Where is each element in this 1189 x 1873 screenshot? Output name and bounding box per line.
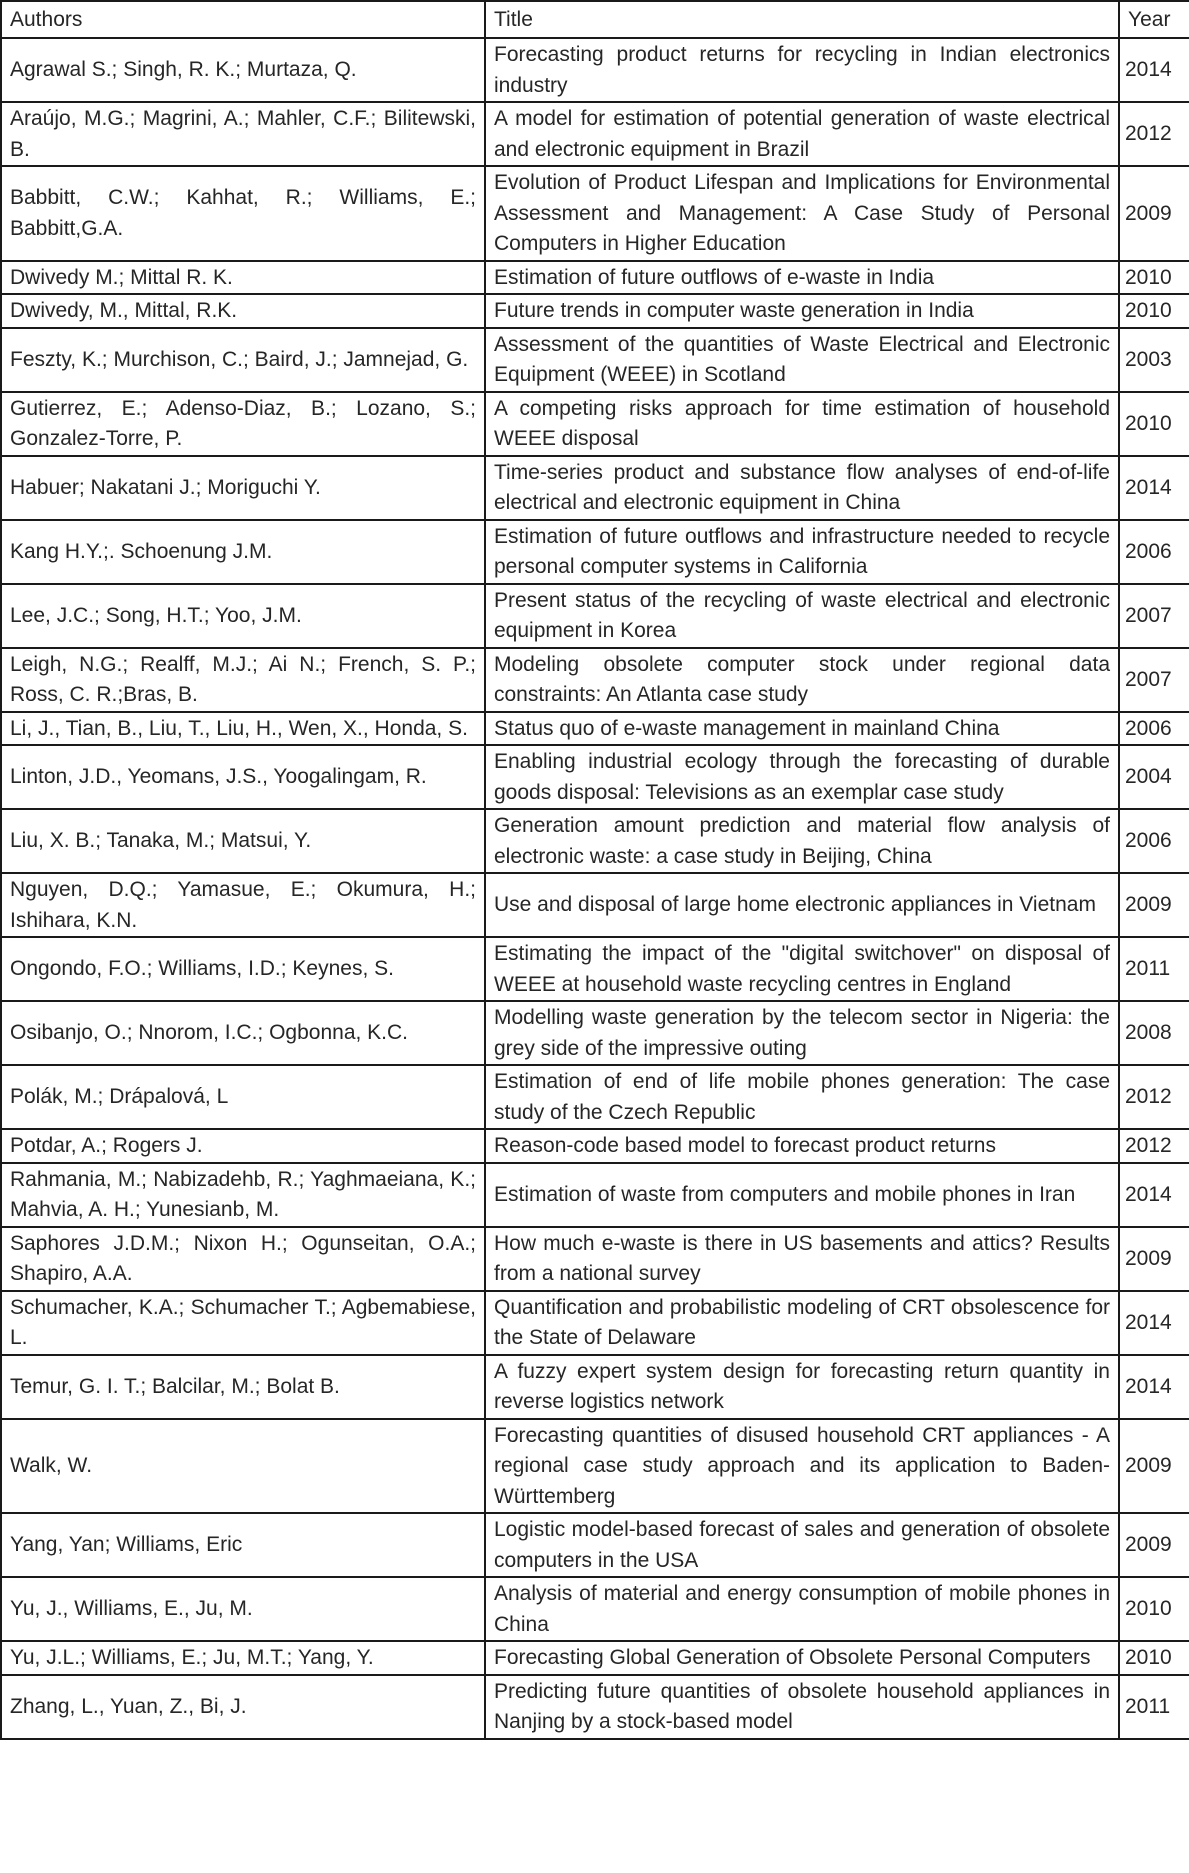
cell-title: A competing risks approach for time estimation of household WEEE disposal xyxy=(485,392,1119,456)
cell-year: 2010 xyxy=(1119,1577,1189,1641)
table-row xyxy=(1,809,1189,873)
table-row xyxy=(1,745,1189,809)
cell-title: Logistic model-based forecast of sales and generation of obsolete computers in the USA xyxy=(485,1513,1119,1577)
cell-year: 2010 xyxy=(1119,261,1189,295)
cell-title: Status quo of e-waste management in mainland China xyxy=(485,712,1119,746)
cell-title: A model for estimation of potential generation of waste electrical and electronic equipment in Brazil xyxy=(485,102,1119,166)
cell-title: How much e-waste is there in US basements and attics? Results from a national survey xyxy=(485,1227,1119,1291)
table-body xyxy=(1,38,1189,1739)
cell-authors: Dwivedy M.; Mittal R. K. xyxy=(1,261,485,295)
table-row xyxy=(1,38,1189,102)
cell-authors: Yu, J.L.; Williams, E.; Ju, M.T.; Yang, Y. xyxy=(1,1641,485,1675)
cell-year: 2011 xyxy=(1119,1675,1189,1739)
cell-authors: Yu, J., Williams, E., Ju, M. xyxy=(1,1577,485,1641)
cell-year: 2014 xyxy=(1119,1163,1189,1227)
table-row xyxy=(1,520,1189,584)
table-row xyxy=(1,456,1189,520)
cell-title: Forecasting product returns for recycling in Indian electronics industry xyxy=(485,38,1119,102)
cell-year: 2014 xyxy=(1119,1355,1189,1419)
cell-title: Forecasting quantities of disused household CRT appliances - A regional case study approach and its application to Baden-Württemberg xyxy=(485,1419,1119,1514)
table-row xyxy=(1,1675,1189,1739)
cell-year: 2010 xyxy=(1119,294,1189,328)
cell-authors: Polák, M.; Drápalová, L xyxy=(1,1065,485,1129)
cell-authors: Babbitt, C.W.; Kahhat, R.; Williams, E.; Babbitt,G.A. xyxy=(1,166,485,261)
cell-title: Use and disposal of large home electronic appliances in Vietnam xyxy=(485,873,1119,937)
table-row xyxy=(1,294,1189,328)
cell-title: Assessment of the quantities of Waste Electrical and Electronic Equipment (WEEE) in Scotland xyxy=(485,328,1119,392)
cell-authors: Kang H.Y.;. Schoenung J.M. xyxy=(1,520,485,584)
cell-title: Modelling waste generation by the telecom sector in Nigeria: the grey side of the impressive outing xyxy=(485,1001,1119,1065)
cell-year: 2014 xyxy=(1119,456,1189,520)
cell-title: Predicting future quantities of obsolete household appliances in Nanjing by a stock-based model xyxy=(485,1675,1119,1739)
cell-title: Future trends in computer waste generation in India xyxy=(485,294,1119,328)
cell-title: Enabling industrial ecology through the forecasting of durable goods disposal: Televisions as an exemplar case study xyxy=(485,745,1119,809)
cell-authors: Temur, G. I. T.; Balcilar, M.; Bolat B. xyxy=(1,1355,485,1419)
cell-title: Estimation of future outflows and infrastructure needed to recycle personal computer systems in California xyxy=(485,520,1119,584)
cell-title: Present status of the recycling of waste electrical and electronic equipment in Korea xyxy=(485,584,1119,648)
table-row xyxy=(1,584,1189,648)
cell-year: 2012 xyxy=(1119,102,1189,166)
cell-authors: Li, J., Tian, B., Liu, T., Liu, H., Wen, X., Honda, S. xyxy=(1,712,485,746)
cell-authors: Rahmania, M.; Nabizadehb, R.; Yaghmaeiana, K.; Mahvia, A. H.; Yunesianb, M. xyxy=(1,1163,485,1227)
cell-authors: Feszty, K.; Murchison, C.; Baird, J.; Jamnejad, G. xyxy=(1,328,485,392)
cell-authors: Schumacher, K.A.; Schumacher T.; Agbemabiese, L. xyxy=(1,1291,485,1355)
cell-year: 2014 xyxy=(1119,1291,1189,1355)
header-authors: Authors xyxy=(1,1,485,38)
table-row xyxy=(1,1129,1189,1163)
table-row xyxy=(1,873,1189,937)
cell-year: 2003 xyxy=(1119,328,1189,392)
cell-year: 2010 xyxy=(1119,1641,1189,1675)
cell-title: Time-series product and substance flow analyses of end-of-life electrical and electronic equipment in China xyxy=(485,456,1119,520)
cell-title: A fuzzy expert system design for forecasting return quantity in reverse logistics network xyxy=(485,1355,1119,1419)
cell-year: 2012 xyxy=(1119,1129,1189,1163)
cell-year: 2007 xyxy=(1119,584,1189,648)
table-row xyxy=(1,1291,1189,1355)
table-row xyxy=(1,1227,1189,1291)
cell-title: Modeling obsolete computer stock under regional data constraints: An Atlanta case study xyxy=(485,648,1119,712)
cell-authors: Liu, X. B.; Tanaka, M.; Matsui, Y. xyxy=(1,809,485,873)
table-row xyxy=(1,328,1189,392)
cell-year: 2006 xyxy=(1119,809,1189,873)
cell-title: Reason-code based model to forecast product returns xyxy=(485,1129,1119,1163)
cell-authors: Leigh, N.G.; Realff, M.J.; Ai N.; French, S. P.; Ross, C. R.;Bras, B. xyxy=(1,648,485,712)
cell-authors: Araújo, M.G.; Magrini, A.; Mahler, C.F.; Bilitewski, B. xyxy=(1,102,485,166)
cell-year: 2008 xyxy=(1119,1001,1189,1065)
table-row xyxy=(1,102,1189,166)
cell-authors: Linton, J.D., Yeomans, J.S., Yoogalingam, R. xyxy=(1,745,485,809)
cell-title: Evolution of Product Lifespan and Implications for Environmental Assessment and Management: A Case Study of Personal Computers in Higher Education xyxy=(485,166,1119,261)
cell-title: Estimation of end of life mobile phones generation: The case study of the Czech Republic xyxy=(485,1065,1119,1129)
cell-authors: Dwivedy, M., Mittal, R.K. xyxy=(1,294,485,328)
cell-authors: Habuer; Nakatani J.; Moriguchi Y. xyxy=(1,456,485,520)
cell-title: Estimation of future outflows of e-waste in India xyxy=(485,261,1119,295)
header-row xyxy=(1,1,1189,38)
table-row xyxy=(1,648,1189,712)
cell-authors: Ongondo, F.O.; Williams, I.D.; Keynes, S. xyxy=(1,937,485,1001)
cell-year: 2010 xyxy=(1119,392,1189,456)
table-row xyxy=(1,1163,1189,1227)
cell-authors: Potdar, A.; Rogers J. xyxy=(1,1129,485,1163)
cell-title: Generation amount prediction and material flow analysis of electronic waste: a case study in Beijing, China xyxy=(485,809,1119,873)
cell-authors: Saphores J.D.M.; Nixon H.; Ogunseitan, O.A.; Shapiro, A.A. xyxy=(1,1227,485,1291)
cell-year: 2009 xyxy=(1119,873,1189,937)
cell-year: 2014 xyxy=(1119,38,1189,102)
table-row xyxy=(1,1065,1189,1129)
header-year: Year xyxy=(1119,1,1189,38)
cell-title: Estimation of waste from computers and mobile phones in Iran xyxy=(485,1163,1119,1227)
cell-title: Analysis of material and energy consumption of mobile phones in China xyxy=(485,1577,1119,1641)
cell-year: 2009 xyxy=(1119,1227,1189,1291)
cell-title: Forecasting Global Generation of Obsolete Personal Computers xyxy=(485,1641,1119,1675)
table-row xyxy=(1,937,1189,1001)
table-row xyxy=(1,166,1189,261)
table-row xyxy=(1,1001,1189,1065)
table-row xyxy=(1,1641,1189,1675)
cell-authors: Gutierrez, E.; Adenso-Diaz, B.; Lozano, S.; Gonzalez-Torre, P. xyxy=(1,392,485,456)
cell-authors: Agrawal S.; Singh, R. K.; Murtaza, Q. xyxy=(1,38,485,102)
table-row xyxy=(1,1419,1189,1514)
table-row xyxy=(1,1577,1189,1641)
cell-year: 2009 xyxy=(1119,1419,1189,1514)
cell-authors: Lee, J.C.; Song, H.T.; Yoo, J.M. xyxy=(1,584,485,648)
cell-title: Quantification and probabilistic modeling of CRT obsolescence for the State of Delaware xyxy=(485,1291,1119,1355)
header-title: Title xyxy=(485,1,1119,38)
cell-title: Estimating the impact of the "digital switchover" on disposal of WEEE at household waste recycling centres in England xyxy=(485,937,1119,1001)
cell-year: 2006 xyxy=(1119,712,1189,746)
cell-year: 2011 xyxy=(1119,937,1189,1001)
table-row xyxy=(1,1355,1189,1419)
table-row xyxy=(1,392,1189,456)
cell-authors: Nguyen, D.Q.; Yamasue, E.; Okumura, H.; Ishihara, K.N. xyxy=(1,873,485,937)
cell-authors: Walk, W. xyxy=(1,1419,485,1514)
cell-authors: Yang, Yan; Williams, Eric xyxy=(1,1513,485,1577)
cell-year: 2006 xyxy=(1119,520,1189,584)
cell-authors: Osibanjo, O.; Nnorom, I.C.; Ogbonna, K.C. xyxy=(1,1001,485,1065)
cell-year: 2009 xyxy=(1119,1513,1189,1577)
cell-year: 2004 xyxy=(1119,745,1189,809)
cell-year: 2009 xyxy=(1119,166,1189,261)
table-row xyxy=(1,1513,1189,1577)
table-row xyxy=(1,261,1189,295)
cell-year: 2012 xyxy=(1119,1065,1189,1129)
cell-year: 2007 xyxy=(1119,648,1189,712)
cell-authors: Zhang, L., Yuan, Z., Bi, J. xyxy=(1,1675,485,1739)
table-row xyxy=(1,712,1189,746)
